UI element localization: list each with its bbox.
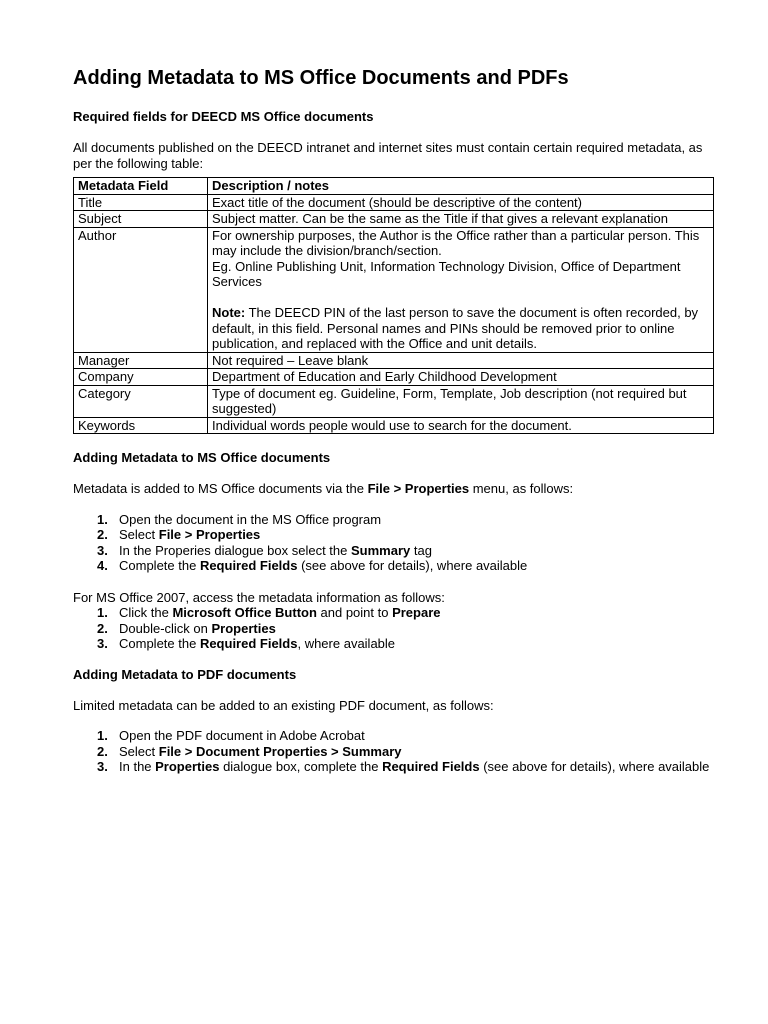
- table-row: [74, 211, 714, 228]
- section-heading-ms-office: Adding Metadata to MS Office documents: [73, 450, 331, 465]
- office-2007-intro: For MS Office 2007, access the metadata information as follows:: [73, 589, 445, 605]
- list-item: 2. Double-click on Properties: [97, 620, 276, 636]
- section-heading-pdf: Adding Metadata to PDF documents: [73, 666, 297, 682]
- table-cell-description: Individual words people would use to search for the document.: [208, 417, 714, 434]
- list-item: 1. Click the Microsoft Office Button and point to Prepare: [97, 605, 441, 620]
- note-label: Note:: [212, 305, 246, 320]
- table-row: [74, 352, 714, 369]
- author-desc-line1: For ownership purposes, the Author is the Office rather than a particular person. This may include the division/branch/section.: [212, 227, 700, 258]
- note-text: The DEECD PIN of the last person to save the document is often recorded, by default, in this field. Personal names and PINs should be removed prior to online publication, and replaced with the Office and unit details.: [212, 305, 699, 351]
- table-row: [74, 194, 714, 211]
- section-heading-required-fields: Required fields for DEECD MS Office documents: [73, 109, 374, 124]
- table-cell-description: Exact title of the document (should be descriptive of the content): [208, 194, 714, 211]
- document-page: [73, 64, 715, 775]
- table-cell-field: Author: [74, 227, 208, 352]
- table-cell-description: Not required – Leave blank: [208, 352, 714, 369]
- table-cell-field: Subject: [74, 211, 208, 228]
- office-2007-steps-list: [73, 605, 715, 652]
- section-intro-ms-office: Metadata is added to MS Office documents via the File > Properties menu, as follows:: [73, 481, 574, 496]
- table-row: [74, 385, 714, 417]
- list-item: 1. Open the PDF document in Adobe Acrobat: [97, 728, 365, 743]
- table-cell-description: Subject matter. Can be the same as the Title if that gives a relevant explanation: [208, 211, 714, 228]
- author-desc-line2: Eg. Online Publishing Unit, Information Technology Division, Office of Department Services: [212, 258, 681, 289]
- table-cell-description: [208, 227, 714, 352]
- table-cell-field: Title: [74, 194, 208, 211]
- table-header-description: Description / notes: [208, 178, 714, 195]
- table-row: [74, 369, 714, 386]
- list-item: 3. In the Properties dialogue box, complete the Required Fields (see above for details), where available: [97, 759, 710, 774]
- metadata-table: [73, 177, 714, 434]
- list-item: 3. Complete the Required Fields, where available: [97, 636, 396, 651]
- table-cell-description: Type of document eg. Guideline, Form, Template, Job description (not required but suggested): [208, 385, 714, 417]
- author-note: [212, 305, 709, 352]
- list-item: 2. Select File > Properties: [97, 527, 261, 542]
- table-cell-field: Keywords: [74, 417, 208, 434]
- list-item: 2. Select File > Document Properties > Summary: [97, 743, 402, 759]
- table-header-row: [74, 178, 714, 195]
- table-row: [74, 227, 714, 352]
- section-intro-required-fields: All documents published on the DEECD intranet and internet sites must contain certain required metadata, as per the following table:: [73, 140, 703, 171]
- page-title: Adding Metadata to MS Office Documents and PDFs: [73, 67, 569, 89]
- list-item: 1. Open the document in the MS Office program: [97, 511, 382, 527]
- list-item: 3. In the Properies dialogue box select the Summary tag: [97, 542, 432, 558]
- section-intro-pdf: Limited metadata can be added to an existing PDF document, as follows:: [73, 697, 494, 713]
- pdf-steps-list: [73, 728, 715, 775]
- table-row: [74, 417, 714, 434]
- list-item: 4. Complete the Required Fields (see above for details), where available: [97, 558, 528, 573]
- table-header-field: Metadata Field: [74, 178, 208, 195]
- table-cell-description: Department of Education and Early Childhood Development: [208, 369, 714, 386]
- ms-office-steps-list: [73, 512, 715, 574]
- table-cell-field: Company: [74, 369, 208, 386]
- table-cell-field: Category: [74, 385, 208, 417]
- table-cell-field: Manager: [74, 352, 208, 369]
